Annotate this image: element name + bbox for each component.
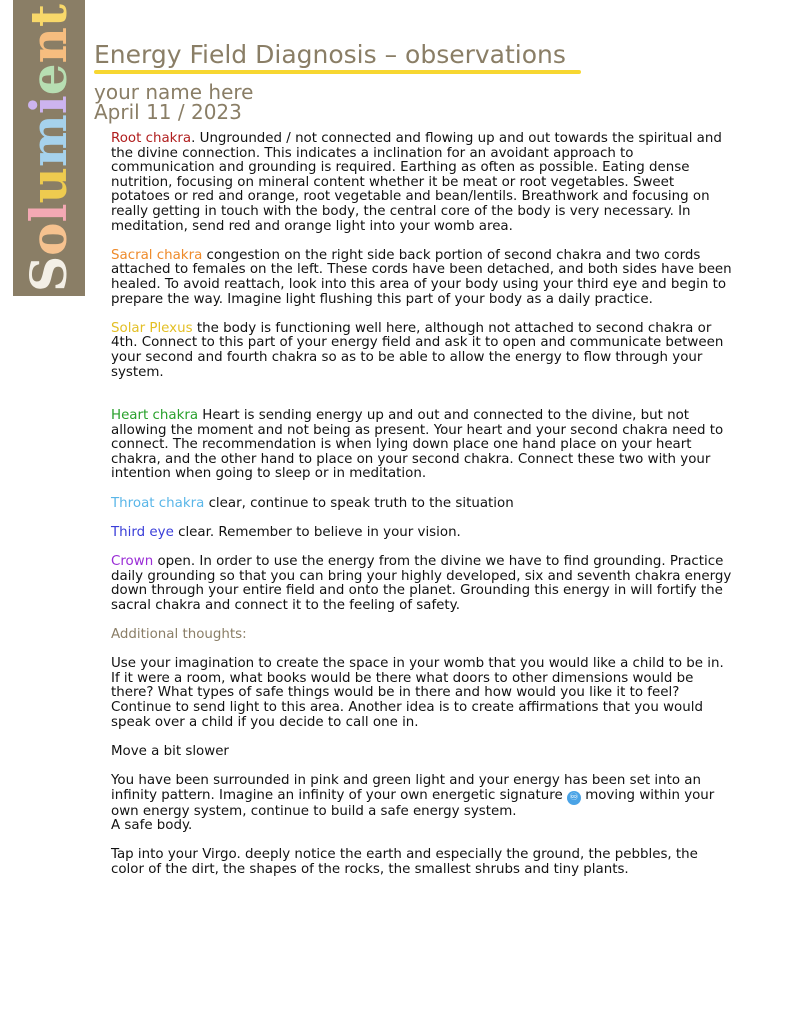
solar-plexus-label: Solar Plexus <box>111 320 193 336</box>
sacral-chakra-paragraph <box>111 249 733 307</box>
heart-chakra-label: Heart chakra <box>111 408 199 424</box>
brand-letter: S <box>19 255 78 293</box>
thought-infinity-text-c: A safe body. <box>111 818 193 834</box>
root-chakra-label: Root chakra <box>111 131 192 146</box>
brand-letter: e <box>19 63 78 96</box>
solar-plexus-paragraph <box>111 322 733 380</box>
brand-letter: i <box>19 95 78 115</box>
client-name: your name here <box>94 80 254 104</box>
page-title: Energy Field Diagnosis – observations <box>94 40 566 69</box>
throat-chakra-paragraph <box>111 497 733 512</box>
solar-plexus-text: the body is functioning well here, although not attached to second chakra or 4th. Connect to this part of your energy field and ask it to open and communicate between your second and fourth chakra so as to be able to allow the energy to flow through your system. <box>111 320 724 380</box>
title-underline <box>94 70 581 74</box>
crown-chakra-paragraph <box>111 555 733 613</box>
crown-chakra-text: open. In order to use the energy from the divine we have to find grounding. Practice daily grounding so that you can bring your highly developed, six and seventh chakra energy down through your entire field and onto the planet. Grounding this energy in will fortify the sacral chakra and connect it to the feeling of safety. <box>111 554 732 613</box>
crown-chakra-label: Crown <box>111 554 154 570</box>
brand-sidebar <box>13 0 85 296</box>
thought-imagination: Use your imagination to create the space in your womb that you would like a child to be in. If it were a room, what books would be there what doors to other dimensions would be there? What types of safe things would be in there and how would you like it to feel? Continue to send light to this area. Another idea is to create affirmations that you would speak over a child if you decide to call one in. <box>111 656 724 730</box>
thought-infinity <box>111 774 733 834</box>
root-chakra-text: . Ungrounded / not connected and flowing up and out towards the spiritual and the divine connection. This indicates a inclination for an avoidant approach to communication and grounding is required. Earthing as often as possible. Eating dense nutrition, focusing on mineral content whether it be meat or root vegetables. Sweet potatoes or red and orange, root vegetable and bean/lentils. Breathwork and focusing on really getting in touch with the body, the central core of the body is very necessary. In meditation, send red and orange light into your womb area. <box>111 131 722 234</box>
infinity-icon: ♾ <box>567 791 581 805</box>
root-chakra-paragraph <box>111 132 733 234</box>
brand-letter: t <box>19 3 78 28</box>
observations-body <box>111 132 733 892</box>
heart-chakra-paragraph <box>111 409 733 482</box>
sacral-chakra-text: congestion on the right side back portion of second chakra and two cords attached to females on the left. These cords have been detached, and both sides have been healed. To avoid reattach, look into this area of your body using your third eye and begin to prepare the way. Imagine light flushing this part of your body as a daily practice. <box>111 247 732 307</box>
brand-letter: m <box>19 114 78 168</box>
throat-chakra-text: clear, continue to speak truth to the situation <box>204 495 514 511</box>
thought-infinity-text-a: You have been surrounded in pink and green light and your energy has been set into an infinity pattern. Imagine an infinity of your own energetic signature <box>111 772 701 803</box>
third-eye-text: clear. Remember to believe in your vision. <box>173 524 461 540</box>
third-eye-paragraph <box>111 526 733 541</box>
brand-letter: l <box>19 203 78 223</box>
sacral-chakra-label: Sacral chakra <box>111 247 203 263</box>
session-date: April 11 / 2023 <box>94 100 242 124</box>
third-eye-label: Third eye <box>111 524 174 540</box>
brand-letter: u <box>19 167 78 204</box>
brand-letter: o <box>19 222 78 256</box>
brand-letter: n <box>19 27 78 64</box>
throat-chakra-label: Throat chakra <box>111 495 205 511</box>
brand-logo <box>19 3 78 293</box>
thought-slower: Move a bit slower <box>111 743 229 759</box>
additional-thoughts-heading: Additional thoughts: <box>111 627 247 642</box>
thought-infinity-text-b: moving within your own energy system, continue to build a safe energy system. <box>111 787 715 819</box>
thought-virgo: Tap into your Virgo. deeply notice the earth and especially the ground, the pebbles, the color of the dirt, the shapes of the rocks, the smallest shrubs and tiny plants. <box>111 847 698 877</box>
heart-chakra-text: Heart is sending energy up and out and connected to the divine, but not allowing the moment and not being as present. Your heart and your second chakra need to connect. The recommendation is when lying down place one hand place on your heart chakra, and the other hand to place on your second chakra. Connect these two with your intention when going to sleep or in meditation. <box>111 408 724 482</box>
